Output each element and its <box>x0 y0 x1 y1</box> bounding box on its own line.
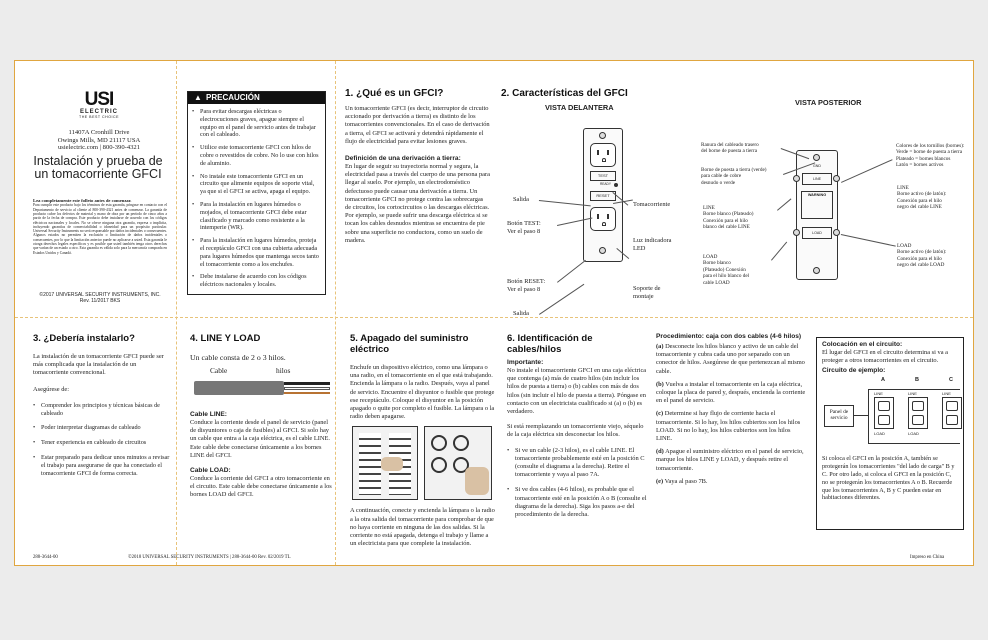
caution-title: PRECAUCIÓN <box>206 93 260 102</box>
brand-name: ELECTRIC <box>80 109 118 115</box>
procedure-step <box>656 381 806 406</box>
label-line-right: LINE Borne activo (de latón): Conexión para el hilo negro del cable LINE <box>897 185 947 211</box>
caution-box <box>187 91 326 295</box>
label-load-right: LOAD Borne activo (de latón): Conexión para el hilo negro del cable LOAD <box>897 243 947 269</box>
test-button: TEST <box>590 171 616 181</box>
procedure-step-text: Apague el suministro eléctrico en el panel de servicio, marque los hilos LINE y LOAD, y después retire el tomacorriente. <box>656 448 804 472</box>
mount-screw <box>599 247 606 254</box>
procedure <box>656 333 806 486</box>
procedure-step <box>656 448 806 473</box>
breaker-panel-illustration <box>350 426 496 502</box>
label-line-left: LINE Borne blanco (Plateado) Conexión para el hilo blanco del cable LINE <box>703 205 754 231</box>
cable-jacket <box>194 381 284 395</box>
position-a-letter: A <box>881 377 885 384</box>
intro-text <box>33 198 167 255</box>
section-6-importante: Importante: <box>507 359 544 366</box>
line-label-c: LINE <box>942 391 951 397</box>
procedure-step-key: (d) <box>656 448 664 456</box>
rear-gnd-label: GND <box>813 164 821 168</box>
brand-tagline: THE BEST CHOICE <box>79 115 119 119</box>
label-salida-top: Salida <box>513 196 529 203</box>
outlet-c <box>942 397 962 429</box>
rear-line-label: LINE <box>802 173 832 185</box>
line-label-a: LINE <box>874 391 883 397</box>
section-6 <box>507 333 649 524</box>
section-6-item: • Si ve un cable (2-3 hilos), es el cable LINE. El tomacorriente probablemente esté en la posición C (consulte el diagrama a la derecha). Retire el tomacorriente y vaya al paso 7A. <box>507 447 649 480</box>
fold-line <box>176 61 177 565</box>
section-1-subtitle: Definición de una derivación a tierra: <box>345 155 461 163</box>
revision-left: Rev. 11/2017 BKS <box>79 298 121 304</box>
brand-logo <box>67 91 131 119</box>
caution-item: • Para evitar descargas eléctricas o electrocuciones graves, apague siempre el equipo en el panel de servicio antes de trabajar con el cableado. <box>192 108 321 139</box>
mount-screw <box>813 154 820 161</box>
placement-paragraph: El lugar del GFCI en el circuito determina si va a proteger a otros tomacorrientes en el circuito. <box>822 349 948 365</box>
section-6-list <box>507 447 649 520</box>
wire-ground <box>284 392 330 394</box>
wire-black <box>284 382 330 385</box>
label-borne-tierra: Borne de puesta a tierra (verde) para cable de cobre desnudo o verde <box>701 167 767 186</box>
placement-paragraph: Si coloca el GFCI en la posición A, también se protegerán los tomacorrientes "del lado de carga" B y C. Por otro lado, si coloca el GFCI en la posición C, no se protegerán los tomacorrientes A o B. Recuerde que los tomacorrientes A, B y C pueden estar en habitaciones diferentes. <box>822 455 955 502</box>
section-5-paragraph: A continuación, conecte y encienda la lámpara o la radio a la otra salida del tomacorriente para comprobar de que no haya corriente en ninguna de las dos salidas. Si la corriente no está apagada, detenga el trabajo y llame a un electricista para que complete la instalación. <box>350 507 495 548</box>
placement-box <box>816 337 964 530</box>
label-tomacorriente: Tomacorriente <box>633 201 671 208</box>
wires-label: hilos <box>276 366 291 375</box>
section-4-intro: Un cable consta de 2 o 3 hilos. <box>190 353 286 362</box>
section-3-paragraph: Asegúrese de: <box>33 385 70 393</box>
procedure-step-text: Determine si hay flujo de corriente hacia el tomacorriente. Si lo hay, los hilos cubiertos son los hilos LOAD. Si no lo hay, los hilos cubiertos son los hilos LINE. <box>656 410 801 443</box>
outlet-receptacle <box>590 143 616 167</box>
section-3 <box>33 333 171 484</box>
outlet-receptacle <box>590 207 616 231</box>
section-6-paragraph: Si está reemplazando un tomacorriente viejo, séquelo de la caja eléctrica sin desconectar los hilos. <box>507 423 644 439</box>
front-view-title: VISTA DELANTERA <box>545 103 614 112</box>
footer-code: 288-3644-00 <box>33 555 58 560</box>
led-indicator <box>614 183 618 187</box>
caution-item: • Para la instalación en lugares húmedos, proteja el receptáculo GFCI con una cubierta adecuada para lugares húmedos que mantenga secos tanto el tomacorriente como a los enchufes. <box>192 237 321 268</box>
wire-white <box>284 387 330 390</box>
section-1-paragraph: En lugar de seguir su trayectoria normal y segura, la electricidad pasa a través del cuerpo de una persona para llegar al suelo. Por ejemplo, un electrodoméstico defectuoso puede causar una derivación a tierra. Un tomacorriente GFCI no protege contra las sobrecargas de circuitos, los cortocircuitos o las descargas eléctricas. Por ejemplo, se puede sufrir una descarga eléctrica si se tocan los cables desnudos mientras se encuentra de pie sobre una superficie no conductora, como un suelo de madera. <box>345 163 490 244</box>
section-6-paragraph: No instale el tomacorriente GFCI en una caja eléctrica que contenga (a) más de cuatro hilos (sin incluir los hilos de puesta a tierra) o (b) cables con más de dos hilos (sin incluir el hilo de puesta a tierra). Póngase en contacto con un electricista cualificado si (a) o (b) es verdadero. <box>507 367 647 416</box>
section-5-paragraph: Enchufe un dispositivo eléctrico, como una lámpara o una radio, en el tomacorriente en el que está trabajando. Encienda la lámpara o la radio. Después, vaya al panel de servicio. Encuentre el disyuntor o fusible que protege ese receptáculo. Coloque el disyuntor en la posición apagado o quite por completo el fusible. La lámpara o la radio deben apagarse. <box>350 364 495 421</box>
section-3-item: • Poder interpretar diagramas de cableado <box>33 424 171 432</box>
terminal-screw <box>793 229 800 236</box>
caution-item: • No instale este tomacorriente GFCI en un circuito que alimente equipos de soporte vital, ya que si el GFCI se activa, apaga el equipo. <box>192 173 321 196</box>
label-test: Botón TEST: Ver el paso 8 <box>507 220 541 236</box>
label-soporte: Soporte de montaje <box>633 285 661 301</box>
service-panel: Panel de servicio <box>824 405 854 427</box>
terminal-screw <box>833 229 840 236</box>
load-cable-title: Cable LOAD: <box>190 467 231 475</box>
section-6-item: • Si ve dos cables (4-6 hilos), es probable que el tomacorriente esté en la posición A o B (consulte el diagrama de la derecha). Siga los pasos a-e del procedimiento de la derecha. <box>507 486 649 519</box>
procedure-step <box>656 343 806 376</box>
section-3-item: • Comprender los principios y técnicas básicas de cableado <box>33 402 171 418</box>
mount-screw <box>813 267 820 274</box>
outlet-a <box>874 397 894 429</box>
procedure-step <box>656 478 806 486</box>
load-label-b: LOAD <box>908 431 919 437</box>
caution-list <box>188 104 325 289</box>
section-3-paragraph: La instalación de un tomacorriente GFCI puede ser más complicada que la instalación de un tomacorriente convencional. <box>33 353 164 377</box>
example-circuit-title: Circuito de ejemplo: <box>822 367 886 375</box>
procedure-step-key: (c) <box>656 410 664 418</box>
procedure-title: Procedimiento: caja con dos cables (4-6 hilos) <box>656 333 802 340</box>
position-b-letter: B <box>915 377 919 384</box>
section-3-list <box>33 402 171 478</box>
procedure-step <box>656 410 806 443</box>
intro-bold: Lea completamente este folleto antes de comenzar. <box>33 198 132 203</box>
section-4-title: 4. LINE Y LOAD <box>190 333 261 344</box>
copyright-left-block <box>31 292 169 304</box>
label-led: Luz indicadora LED <box>633 237 672 253</box>
fold-line <box>335 61 336 565</box>
caution-header <box>188 92 325 104</box>
section-5 <box>350 333 496 548</box>
section-3-item: • Tener experiencia en cableado de circuitos <box>33 439 171 447</box>
caution-item: • Utilice este tomacorriente GFCI con hilos de cobre o revestidos de cobre. No lo use con hilos de aluminio. <box>192 144 321 167</box>
caution-item: • Para la instalación en lugares húmedos o mojados, el tomacorriente GFCI debe estar clasificado y marcado como resistente a la intemperie (WR). <box>192 201 321 232</box>
procedure-step-key: (e) <box>656 477 664 485</box>
terminal-screw <box>793 175 800 182</box>
address-line: Owings Mills, MD 21117 USA <box>57 136 141 144</box>
label-colores: Colores de los tornillos (bornes): Verde = borne de puesta a tierra Plateado = bornes blancos Latón = bornes activos <box>896 143 965 169</box>
procedure-step-key: (a) <box>656 343 664 350</box>
fold-line <box>15 317 973 318</box>
section-2-title: 2. Características del GFCI <box>501 88 628 99</box>
section-2 <box>501 88 965 317</box>
label-ranura: Ranura del cableado trasero del borne de puesta a tierra <box>701 142 759 155</box>
procedure-step-text: Vuelva a instalar el tomacorriente en la caja eléctrica, coloque la placa de pared y, después, encienda la corriente en el panel de servicio. <box>656 380 806 405</box>
rear-view-title: VISTA POSTERIOR <box>795 98 862 107</box>
terminal-screw <box>833 175 840 182</box>
circuit-diagram <box>822 375 958 455</box>
breaker-panel <box>352 426 418 500</box>
logo-mark: USI <box>84 89 114 110</box>
line-cable-text: Conduce la corriente desde el panel de servicio (panel de disyuntores o caja de fusibles) al GFCI. Si solo hay un cable que entra a la caja eléctrica, es el cable LINE. Este cable debe conectarse únicamente a los bornes LINE del GFCI. <box>190 419 330 459</box>
main-title: Instalación y prueba de un tomacorriente GFCI <box>33 154 163 181</box>
cable-diagram <box>190 365 332 405</box>
line-label-b: LINE <box>908 391 917 397</box>
section-3-title: 3. ¿Debería instalarlo? <box>33 333 135 344</box>
reset-button: RESET <box>590 191 616 201</box>
address-block <box>29 129 169 152</box>
footer-copyright: ©2018 UNIVERSAL SECURITY INSTRUMENTS | 288-3644-00 Rev. 02/2019 TL <box>128 555 291 560</box>
load-cable-text: Conduce la corriente del GFCI a otro tomacorriente en el circuito. Este cable debe conectarse únicamente a los bornes LOAD del GFCI. <box>190 475 332 499</box>
section-3-item: • Estar preparado para dedicar unos minutos a revisar el trabajo para asegurarse de que ha conectado el tomacorriente GFCI de forma correcta. <box>33 454 171 477</box>
copyright-left: ©2017 UNIVERSAL SECURITY INSTRUMENTS, INC. <box>39 292 161 298</box>
procedure-step-text: Desconecte los hilos blanco y activo de un cable del tomacorriente y cubra cada uno por separado con un conector de hilos. Asegúrese de que pertenezcan al mismo cable. <box>656 343 805 375</box>
position-c-letter: C <box>949 377 953 384</box>
label-load-left: LOAD Borne blanco (Plateado) Conexión para el hilo blanco del cable LOAD <box>703 254 750 286</box>
intro-small: Para cumplir este producto bajo los términos de esta garantía, póngase en contacto con el Departamento de servicio al cliente al 800-390-4321 antes de comenzar. La garantía de producto cubre los defectos de material y mano de obra por un período de cinco años a partir de la fecha de compra. Este producto debe instalarse de acuerdo con los códigos eléctricos nacionales y locales. No se ofrece ninguna otra garantía, expresa o implícita, incluyendo garantías de comerciabilidad o idoneidad para un propósito particular. Universal Security Instruments no será responsable por daños incidentales o consecuentes. Algunos estados no permiten la exclusión o limitación de daños incidentales o consecuentes, por lo que la limitación anterior puede no aplicarse a usted. Esta garantía le otorga derechos legales específicos y es posible que usted también tenga otros derechos que varían de un estado a otro. Esta garantía es válida solo para la mercancía comprada en Estados Unidos y Canadá. <box>33 203 167 255</box>
rear-load-label: LOAD <box>802 227 832 239</box>
rear-outlet <box>796 150 838 280</box>
rear-warning-label: WARNING <box>801 191 833 219</box>
procedure-step-key: (b) <box>656 380 664 388</box>
outlet-b <box>908 397 928 429</box>
section-4 <box>190 333 332 500</box>
label-reset: Botón RESET: Ver el paso 8 <box>507 278 546 294</box>
placement-title: Colocación en el circuito: <box>822 341 903 348</box>
label-salida-bottom: Salida <box>513 310 529 317</box>
section-5-title: 5. Apagado del suministro eléctrico <box>350 333 469 355</box>
section-1-title: 1. ¿Qué es un GFCI? <box>345 88 444 99</box>
mount-screw <box>599 132 606 139</box>
line-cable-title: Cable LINE: <box>190 411 228 418</box>
cable-label: Cable <box>210 366 228 375</box>
warning-icon: ▲ <box>194 93 202 102</box>
procedure-step-text: Vaya al paso 7B. <box>664 477 708 485</box>
section-1-paragraph: Un tomacorriente GFCI (es decir, interruptor de circuito accionado por derivación a tierra) es distinto de los tomacorrientes convencionales. En el caso de derivación a tierra, el GFCI se activará y detendrá rápidamente el flujo de electricidad para evitar lesiones graves. <box>345 105 490 145</box>
caution-item: • Debe instalarse de acuerdo con los códigos eléctricos nacionales y locales. <box>192 273 321 289</box>
footer-printed: Impreso en China <box>910 555 945 560</box>
section-1 <box>345 88 490 245</box>
fuse-panel <box>424 426 492 500</box>
load-label-a: LOAD <box>874 431 885 437</box>
address-line: 11407A Cronhill Drive <box>68 129 130 136</box>
section-6-title: 6. Identificación de cables/hilos <box>507 333 593 355</box>
address-line: usielectric.com | 800-390-4321 <box>57 144 141 152</box>
instruction-sheet <box>14 60 974 566</box>
ready-label: READY <box>600 182 611 186</box>
